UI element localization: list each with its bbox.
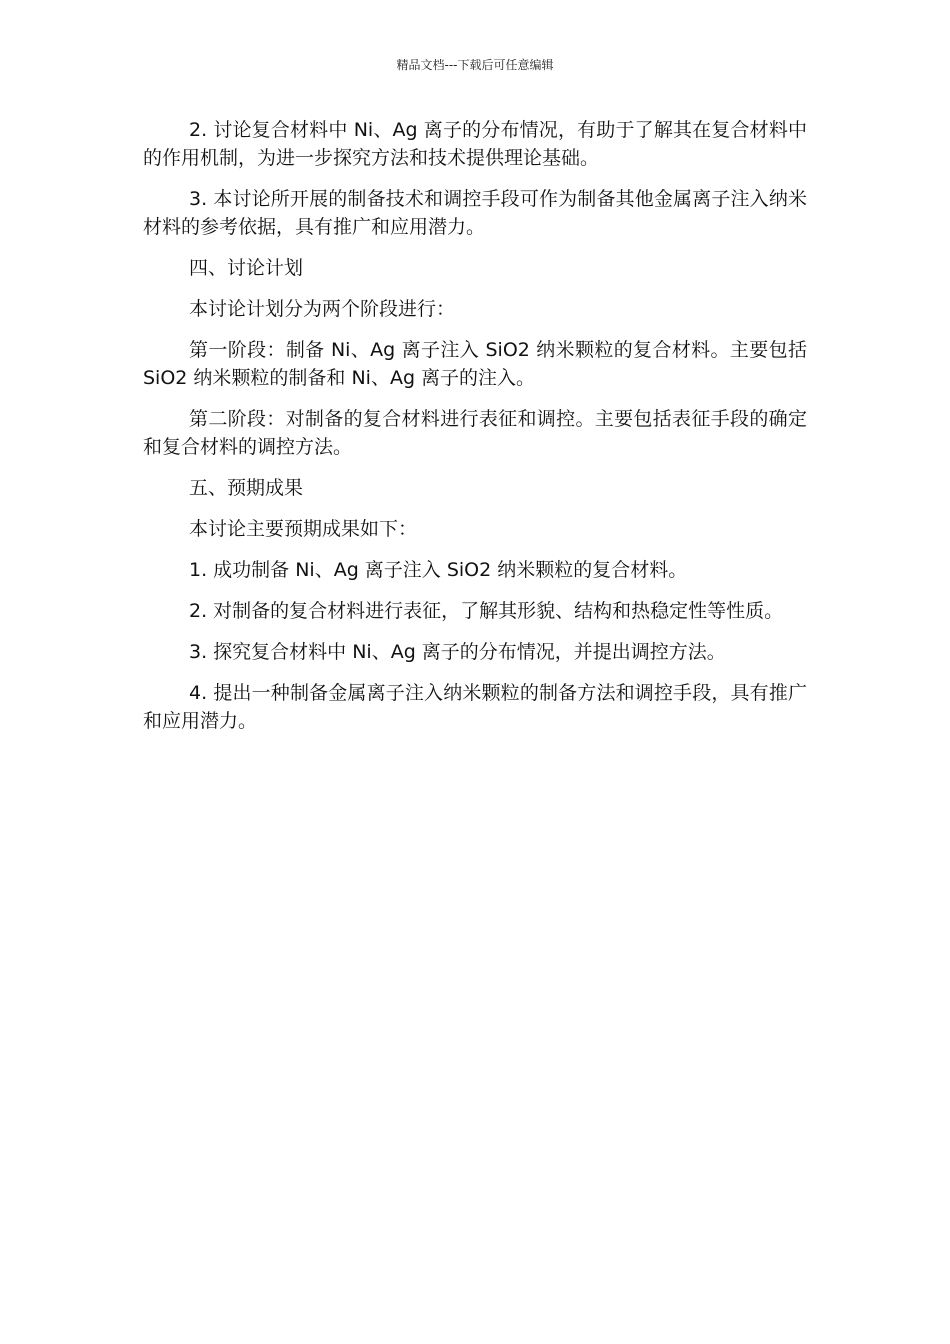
paragraph-outcome-2: 2. 对制备的复合材料进行表征，了解其形貌、结构和热稳定性等性质。 [189, 600, 784, 622]
section-heading-plan: 四、讨论计划 [189, 257, 304, 279]
paragraph-outcome-4: 4. 提出一种制备金属离子注入纳米颗粒的制备方法和调控手段，具有推广和应用潜力。 [143, 682, 807, 732]
paragraph-plan-intro: 本讨论计划分为两个阶段进行： [189, 298, 456, 320]
document-body [143, 116, 807, 748]
page-header: 精品文档---下载后可任意编辑 [396, 58, 554, 72]
paragraph-benefit-2: 2. 讨论复合材料中 Ni、Ag 离子的分布情况，有助于了解其在复合材料中的作用机制，为进一步探究方法和技术提供理论基础。 [143, 119, 807, 169]
section-heading-outcomes: 五、预期成果 [189, 477, 304, 499]
paragraph-benefit-3: 3. 本讨论所开展的制备技术和调控手段可作为制备其他金属离子注入纳米材料的参考依据，具有推广和应用潜力。 [143, 188, 807, 238]
paragraph-outcome-1: 1. 成功制备 Ni、Ag 离子注入 SiO2 纳米颗粒的复合材料。 [189, 559, 688, 581]
paragraph-outcome-3: 3. 探究复合材料中 Ni、Ag 离子的分布情况，并提出调控方法。 [189, 641, 726, 663]
paragraph-stage-1: 第一阶段：制备 Ni、Ag 离子注入 SiO2 纳米颗粒的复合材料。主要包括 SiO2 纳米颗粒的制备和 Ni、Ag 离子的注入。 [143, 339, 807, 389]
paragraph-stage-2: 第二阶段：对制备的复合材料进行表征和调控。主要包括表征手段的确定和复合材料的调控方法。 [143, 408, 807, 458]
paragraph-outcomes-intro: 本讨论主要预期成果如下： [189, 518, 418, 540]
